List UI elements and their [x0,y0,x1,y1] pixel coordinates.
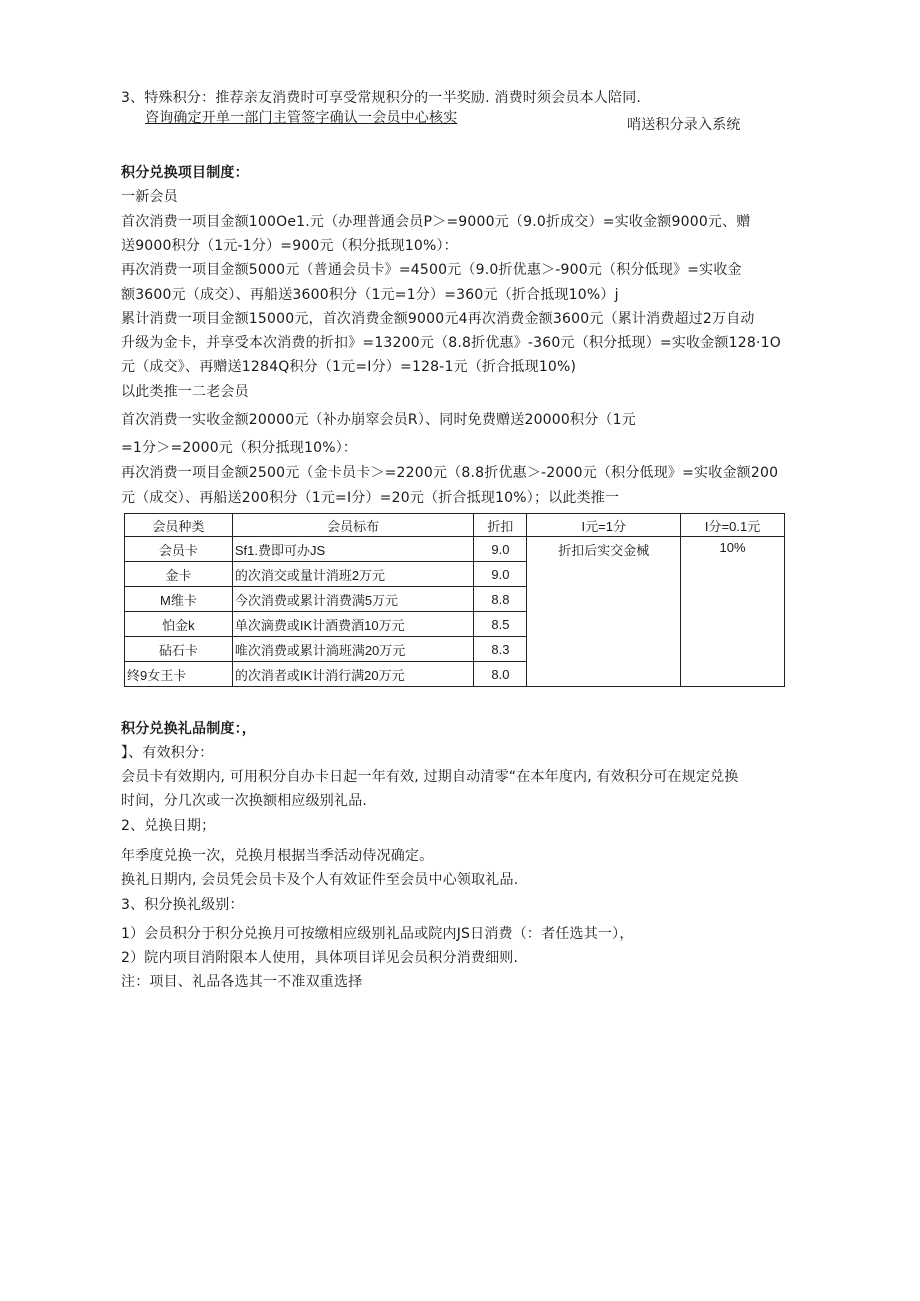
exchange-date-title: 2、兑换日期； [121,818,216,834]
merged-rate-cell: 10% [681,537,785,687]
member-standard-cell: 今次消费或累计消费满5万元 [232,587,474,612]
member-standard-cell: 唯次消费或累计淌班满20万元 [232,637,474,662]
gift-note: 注：项目、礼品各选其一不准双重选择 [121,974,363,990]
member-type-cell: 怕金k [125,612,233,637]
member-standard-cell: Sf1.费即可办JS [232,537,474,562]
old-member-line: 首次消费一实收金额20000元（补办崩窣会员R）、同时免费赠送20000积分（1元 [121,412,636,428]
gift-level-line: 1）会员积分于积分兑换月可按缴相应级别礼品或院内JS日消费（：者任选其一）， [121,926,634,942]
new-member-line: 累计消费一项目金额15000元，首次消费金额9000元4再次消费金额3600元（累计消费超过2万自动 [121,311,755,327]
discount-cell: 9.0 [474,562,527,587]
header-point-value: I分=0.1元 [681,514,785,537]
merged-amount-cell: 折扣后实交金械 [527,537,681,687]
old-member-line: =1分＞=2000元（积分抵现10%）： [121,440,358,456]
new-member-line: 首次消费一项目金额100Oe1.元（办理普通会员P＞=9000元（9.0折成交）=实收金额9000元、赠 [121,214,751,230]
valid-points-line: 时间，分几次或一次换额相应级别礼品. [121,793,368,809]
member-standard-cell: 的次消者或IK计消行满20万元 [232,662,474,687]
exchange-date-line: 年季度兑换一次，兑换月根据当季活动侍况确定。 [121,848,434,864]
gift-level-title: 3、积分换礼级别： [121,897,244,913]
new-member-line: 送9000积分（1元-1分）=900元（积分抵现10%）： [121,238,458,254]
new-member-line: 元（成交》、再赠送1284Q积分（1元=I分）=128-1元（折合抵现10%) [121,359,577,375]
header-member-standard: 会员标布 [232,514,474,537]
approval-flow: 咨询确定开单一部门主管签字确认一会员中心核实 [145,110,458,126]
discount-cell: 8.5 [474,612,527,637]
new-member-line: 再次消费一项目金额5000元（普通会员卡》=4500元（9.0折优惠＞-900元（积分低现》=实收金 [121,262,742,278]
new-member-title: 一新会员 [121,189,178,205]
member-type-cell: M维卡 [125,587,233,612]
header-member-type: 会员种类 [125,514,233,537]
header-yuan-per-point: I元=1分 [527,514,681,537]
member-type-cell: 金卡 [125,562,233,587]
special-points-line: 3、特殊积分：推荐亲友消费时可享受常规积分的一半奖励. 消费时须会员本人陪同. [121,90,642,106]
discount-cell: 8.0 [474,662,527,687]
old-member-line: 元（成交）、再船送200积分（1元=I分）=20元（折合抵现10%）；以此类推一 [121,490,620,506]
new-member-line: 升级为金卡，并享受本次消费的折扣》=13200元（8.8折优惠》-360元（积分抵现）=实收金额128·1O [121,335,781,351]
member-standard-cell: 单次滴费或IK计酒费酒10万元 [232,612,474,637]
header-discount: 折扣 [474,514,527,537]
member-type-cell: 砧石卡 [125,637,233,662]
table-row [125,537,785,562]
membership-level-table [124,513,785,687]
member-type-cell: 会员卡 [125,537,233,562]
new-member-line: 额3600元（成交）、再船送3600积分（1元=1分）=360元（折合抵现10%）j [121,287,619,303]
discount-cell: 8.8 [474,587,527,612]
table-header-row [125,514,785,537]
valid-points-line: 会员卡有效期内, 可用积分自办卡日起一年有效, 过期自动清零“在本年度内, 有效积分可在规定兑换 [121,769,739,785]
discount-cell: 9.0 [474,537,527,562]
member-standard-cell: 的次消交或量计消班2万元 [232,562,474,587]
approval-flow-tail: 哨送积分录入系统 [627,117,741,133]
discount-cell: 8.3 [474,637,527,662]
gift-exchange-heading: 积分兑换礼品制度：， [121,721,256,737]
exchange-date-line: 换礼日期内, 会员凭会员卡及个人有效证件至会员中心领取礼品. [121,872,519,888]
member-type-cell: 终9女王卡 [125,662,233,687]
exchange-project-heading: 积分兑换项目制度： [121,165,249,181]
gift-level-line: 2）院内项目消附限本人使用，具体项目详见会员积分消费细则. [121,950,519,966]
old-member-title: 以此类推一二老会员 [121,384,249,400]
old-member-line: 再次消费一项目金额2500元（金卡员卡＞=2200元（8.8折优惠＞-2000元（积分低现》=实收金额200 [121,465,779,481]
valid-points-title: 】、有效积分： [121,745,214,761]
